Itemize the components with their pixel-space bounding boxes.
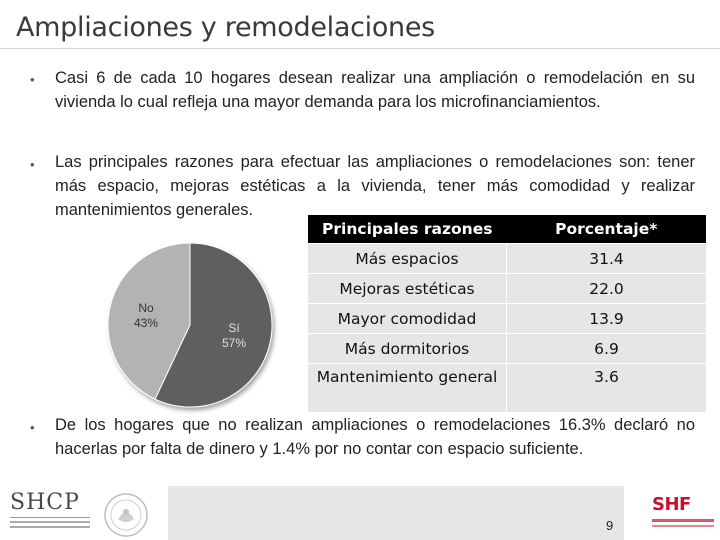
reasons-table bbox=[308, 215, 706, 412]
pie-slice-label: No bbox=[138, 301, 154, 316]
shf-logo-text: SHF bbox=[652, 494, 691, 515]
shcp-logo-text: SHCP bbox=[10, 490, 80, 515]
table-cell-percentage: 6.9 bbox=[507, 334, 707, 364]
shcp-logo bbox=[10, 490, 90, 534]
table-row bbox=[308, 304, 706, 334]
slide-title: Ampliaciones y remodelaciones bbox=[16, 12, 435, 43]
table-header-row bbox=[308, 215, 706, 244]
bullet-paragraph-3: De los hogares que no realizan ampliaciones o remodelaciones 16.3% declaró no hacerlas por falta de dinero y 1.4% por no contar con espacio suficiente. bbox=[55, 416, 695, 458]
bullet-marker-1: • bbox=[30, 72, 35, 87]
title-divider bbox=[0, 48, 720, 49]
table-row bbox=[308, 244, 706, 274]
bullet-paragraph-2: Las principales razones para efectuar las ampliaciones o remodelaciones son: tener más espacio, mejoras estéticas a la vivienda, tener más comodidad y realizar mantenimientos generales. bbox=[55, 153, 695, 219]
shcp-logo-subtext bbox=[10, 517, 90, 534]
table-cell-reason: Más espacios bbox=[308, 244, 507, 274]
bullet-marker-2: • bbox=[30, 157, 35, 172]
pie-slice-label: Sí bbox=[228, 320, 240, 335]
table-cell-percentage: 22.0 bbox=[507, 274, 707, 304]
bullet-paragraph-1: Casi 6 de cada 10 hogares desean realizar una ampliación o remodelación en su vivienda lo cual refleja una mayor demanda para los microfinanciamientos. bbox=[55, 69, 695, 111]
table-cell-reason: Mantenimiento general bbox=[308, 364, 507, 413]
table-cell-reason: Más dormitorios bbox=[308, 334, 507, 364]
table-cell-reason: Mayor comodidad bbox=[308, 304, 507, 334]
pie-slice-value: 43% bbox=[133, 316, 159, 331]
table-row bbox=[308, 274, 706, 304]
table-cell-percentage: 31.4 bbox=[507, 244, 707, 274]
pie-slice-value: 57% bbox=[221, 335, 247, 350]
shf-logo-subtext bbox=[652, 519, 714, 522]
national-seal-icon bbox=[103, 492, 149, 538]
table-cell-reason: Mejoras estéticas bbox=[308, 274, 507, 304]
table-header-reason: Principales razones bbox=[308, 215, 507, 244]
footer-band bbox=[168, 486, 624, 540]
page-number: 9 bbox=[606, 518, 614, 533]
table-row bbox=[308, 364, 706, 413]
pie-chart bbox=[90, 225, 290, 425]
table-header-percentage: Porcentaje* bbox=[507, 215, 707, 244]
table-cell-percentage: 13.9 bbox=[507, 304, 707, 334]
shf-logo-subtext-2 bbox=[652, 525, 714, 527]
shf-logo bbox=[652, 494, 714, 527]
table-row bbox=[308, 334, 706, 364]
table-cell-percentage: 3.6 bbox=[507, 364, 707, 413]
bullet-marker-3: • bbox=[30, 420, 35, 435]
